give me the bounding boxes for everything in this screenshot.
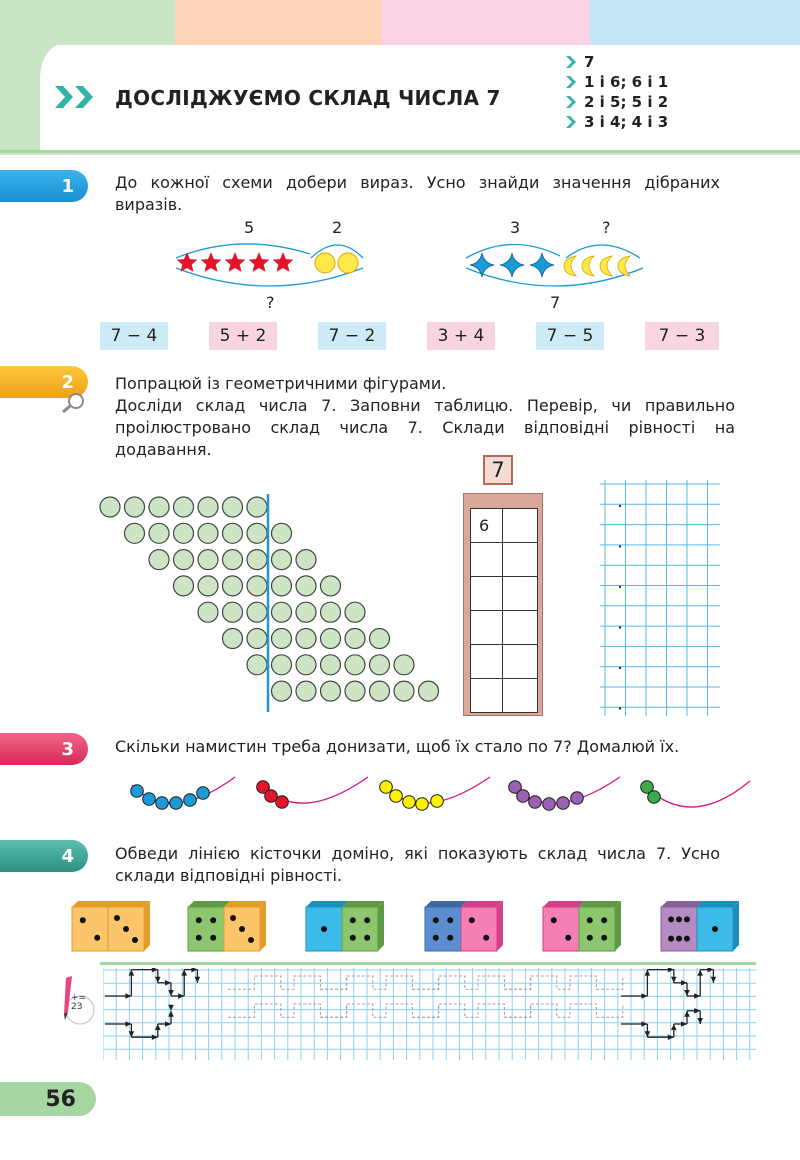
task3-text: Скільки намистин треба донизати, щоб їх стало по 7? Домалюй їх. xyxy=(115,737,680,756)
circle-shape xyxy=(223,523,243,543)
expression-card[interactable]: 7 − 5 xyxy=(536,322,604,350)
circle-shape xyxy=(272,681,292,701)
scheme2-label-3: 3 xyxy=(510,218,521,237)
circles-parallelogram xyxy=(95,490,445,715)
circle-shape xyxy=(174,523,194,543)
star-icon xyxy=(470,253,494,277)
domino-row[interactable] xyxy=(65,897,755,959)
circle-shape xyxy=(296,576,316,596)
circle-shape xyxy=(321,655,341,675)
star-icon xyxy=(273,252,294,272)
circle-shape xyxy=(272,576,292,596)
moon-icon xyxy=(564,256,576,276)
bead-string-green xyxy=(641,781,750,807)
circle-shape xyxy=(149,550,169,570)
circle-shape xyxy=(247,629,267,649)
table-header-cell: 7 xyxy=(483,455,513,485)
circle-shape xyxy=(198,602,218,622)
bead-string-blue xyxy=(131,777,235,809)
circle-shape xyxy=(223,602,243,622)
sign: 2 xyxy=(71,1002,77,1012)
domino-tile xyxy=(188,901,266,951)
table-cell[interactable] xyxy=(503,577,538,611)
divider xyxy=(100,962,756,965)
domino-tile xyxy=(543,901,621,951)
bead-string-yellow xyxy=(380,777,490,810)
bead-strings xyxy=(120,765,760,825)
bead-string-red xyxy=(257,777,368,808)
moon-icon xyxy=(582,256,594,276)
circle-shape xyxy=(174,576,194,596)
star-icon xyxy=(201,252,222,272)
copybook-grid[interactable] xyxy=(103,968,756,1060)
magnifier-icon xyxy=(60,392,88,414)
domino-tile xyxy=(72,901,150,951)
circle-shape xyxy=(100,497,120,517)
top-color-bar xyxy=(0,0,800,45)
table-cell[interactable] xyxy=(503,543,538,577)
circle-shape xyxy=(272,602,292,622)
circle-shape xyxy=(296,681,316,701)
circle-shape xyxy=(125,497,145,517)
moon-icon xyxy=(600,256,612,276)
table-cell[interactable] xyxy=(503,611,538,645)
circle-shape xyxy=(247,523,267,543)
circle-shape xyxy=(370,655,390,675)
composition-table-frame xyxy=(463,493,543,716)
chevron-icon xyxy=(566,116,576,128)
table-cell[interactable] xyxy=(471,543,503,577)
scheme1-label-question: ? xyxy=(266,293,275,312)
circle-shape xyxy=(370,681,390,701)
circle-shape xyxy=(296,550,316,570)
composition-table xyxy=(470,508,538,713)
sign: 3 xyxy=(76,1002,83,1012)
task4-text: Обведи лінією кісточки доміно, які показують склад числа 7. Усно склади відповідні рівності. xyxy=(115,844,720,885)
circle-shape xyxy=(321,681,341,701)
bead-string-purple xyxy=(509,777,620,810)
circle-shape xyxy=(174,497,194,517)
star-icon xyxy=(225,252,246,272)
circle-shape xyxy=(125,523,145,543)
sign: + xyxy=(71,993,79,1003)
circle-shape xyxy=(149,497,169,517)
circle-shape xyxy=(296,602,316,622)
task-number-2: 2 xyxy=(0,366,88,398)
sign: = xyxy=(78,993,87,1003)
circle-shape xyxy=(174,550,194,570)
circle-shape xyxy=(198,576,218,596)
table-cell[interactable]: 6 xyxy=(471,509,503,543)
scheme2-diamonds-moons xyxy=(460,234,650,294)
circle-shape xyxy=(149,523,169,543)
circle-shape xyxy=(198,550,218,570)
task2-text-line1: Попрацюй із геометричними фігурами. xyxy=(115,374,447,393)
circle-shape xyxy=(247,576,267,596)
domino-tile xyxy=(661,901,739,951)
table-cell[interactable] xyxy=(471,679,503,713)
expression-card[interactable]: 7 − 3 xyxy=(645,322,719,350)
circle-shape xyxy=(272,523,292,543)
star-icon xyxy=(500,253,524,277)
table-cell[interactable] xyxy=(471,577,503,611)
chevron-icon xyxy=(566,56,576,68)
star-icon xyxy=(530,253,554,277)
circle-shape xyxy=(345,681,365,701)
circle-shape xyxy=(272,550,292,570)
double-chevron-icon xyxy=(55,86,97,108)
scheme1-label-2: 2 xyxy=(332,218,343,237)
circle-shape xyxy=(223,629,243,649)
task2-text-line2: Досліди склад числа 7. Заповни таблицю. Перевір, чи правильно проілюстровано склад числа 7. Склади відповідні рівності на додавання. xyxy=(115,396,735,459)
table-cell[interactable] xyxy=(503,645,538,679)
circle-shape xyxy=(247,497,267,517)
scheme2-label-7: 7 xyxy=(550,293,561,312)
composition-list xyxy=(566,52,668,132)
domino-tile xyxy=(306,901,384,951)
circle-shape xyxy=(345,655,365,675)
circle-shape xyxy=(296,629,316,649)
circle-shape xyxy=(198,523,218,543)
chevron-icon xyxy=(566,96,576,108)
composition-item: 1 і 6; 6 і 1 xyxy=(584,73,669,91)
circle-shape xyxy=(247,655,267,675)
circle-shape xyxy=(223,550,243,570)
circle-shape xyxy=(321,602,341,622)
circle-shape xyxy=(321,576,341,596)
composition-item: 2 і 5; 5 і 2 xyxy=(584,93,669,111)
circle-shape xyxy=(247,550,267,570)
table-cell[interactable] xyxy=(503,509,538,543)
page-title: ДОСЛІДЖУЄМО СКЛАД ЧИСЛА 7 xyxy=(115,86,501,110)
circle-shape xyxy=(247,602,267,622)
scheme2-label-question: ? xyxy=(602,218,611,237)
circle-shape xyxy=(345,629,365,649)
circle-shape xyxy=(223,576,243,596)
circle-shape xyxy=(272,655,292,675)
circle-shape xyxy=(394,681,414,701)
grid-notebook-2[interactable] xyxy=(600,480,720,716)
pencil-signs xyxy=(71,994,86,1012)
task-number-3: 3 xyxy=(0,733,88,765)
table-cell[interactable] xyxy=(471,645,503,679)
page-number: 56 xyxy=(0,1082,96,1116)
circle-shape xyxy=(345,602,365,622)
circle-shape xyxy=(296,655,316,675)
task-number-1: 1 xyxy=(0,170,88,202)
circle-shape xyxy=(370,629,390,649)
domino-tile xyxy=(425,901,503,951)
circle-shape xyxy=(419,681,439,701)
circle-shape xyxy=(321,629,341,649)
scheme1-label-5: 5 xyxy=(244,218,255,237)
expression-card[interactable]: 7 − 2 xyxy=(318,322,386,350)
table-cell[interactable] xyxy=(503,679,538,713)
circle-shape xyxy=(198,497,218,517)
scheme1-stars-circles xyxy=(170,234,370,294)
circle-shape xyxy=(272,629,292,649)
composition-item: 7 xyxy=(584,53,595,71)
task1-text: До кожної схеми добери вираз. Усно знайди значення дібраних виразів. xyxy=(115,173,720,214)
composition-item: 3 і 4; 4 і 3 xyxy=(584,113,669,131)
table-cell[interactable] xyxy=(471,611,503,645)
expression-card[interactable]: 7 − 4 xyxy=(100,322,168,350)
task-number-4: 4 xyxy=(0,840,88,872)
expression-card[interactable]: 5 + 2 xyxy=(209,322,277,350)
chevron-icon xyxy=(566,76,576,88)
star-icon xyxy=(249,252,270,272)
expression-card[interactable]: 3 + 4 xyxy=(427,322,495,350)
circle-shape xyxy=(223,497,243,517)
circle-shape xyxy=(394,655,414,675)
